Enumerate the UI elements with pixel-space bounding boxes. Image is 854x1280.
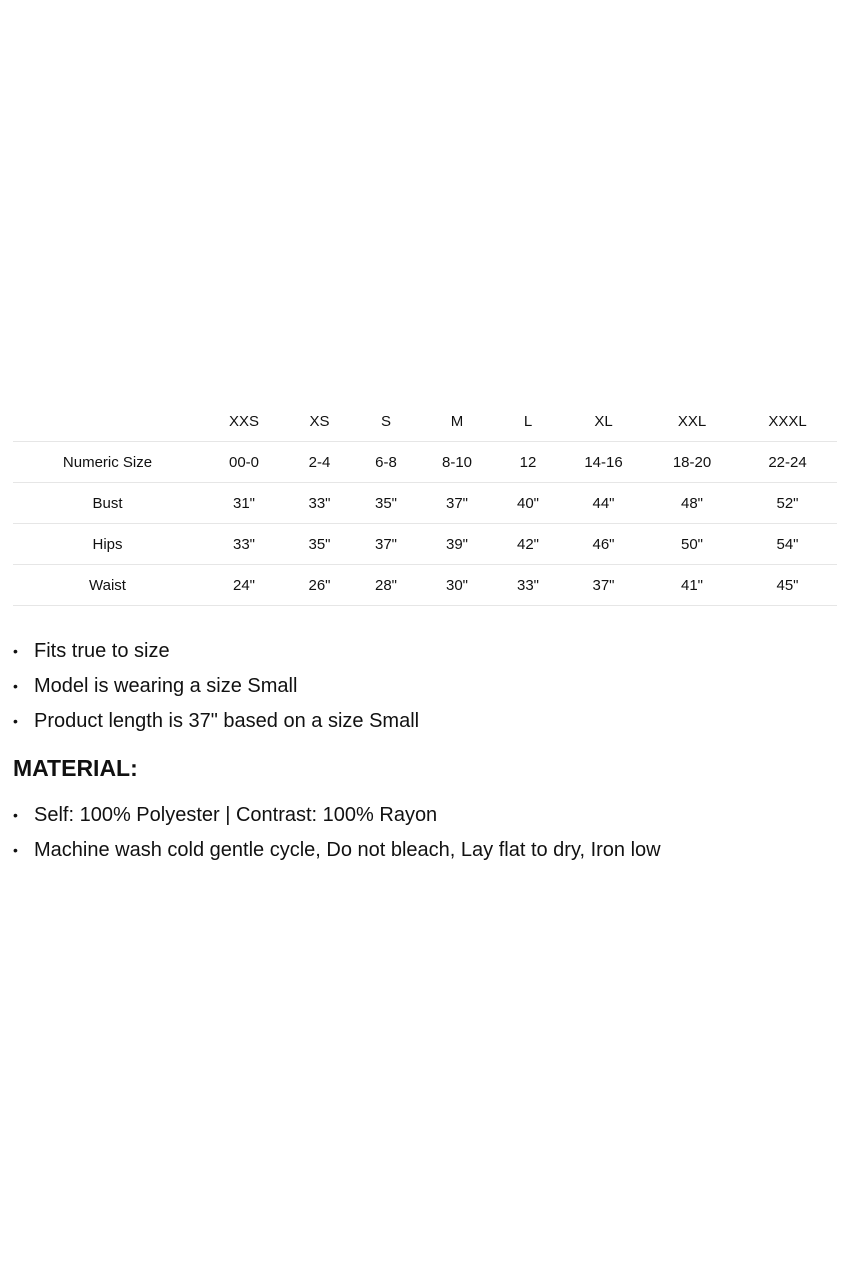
material-text: Self: 100% Polyester | Contrast: 100% Rayon	[34, 804, 438, 826]
size-chart-table	[13, 401, 837, 606]
material-list	[13, 798, 661, 868]
table-row-bust	[13, 483, 837, 524]
size-header: XXXL	[738, 401, 837, 442]
size-header: S	[353, 401, 419, 442]
table-cell: 35"	[353, 483, 419, 524]
table-cell: 33"	[286, 483, 353, 524]
table-row-numeric-size	[13, 442, 837, 483]
fit-notes-list	[13, 634, 419, 739]
bullet-icon: •	[13, 807, 18, 823]
size-header: XL	[561, 401, 646, 442]
bullet-icon: •	[13, 643, 18, 659]
size-header: XXS	[202, 401, 286, 442]
table-cell: 37"	[561, 565, 646, 606]
table-row-hips	[13, 524, 837, 565]
row-label: Numeric Size	[13, 442, 202, 483]
fit-note-text: Fits true to size	[34, 640, 170, 662]
table-cell: 26"	[286, 565, 353, 606]
table-cell: 31"	[202, 483, 286, 524]
bullet-icon: •	[13, 842, 18, 858]
table-cell: 30"	[419, 565, 495, 606]
table-cell: 14-16	[561, 442, 646, 483]
list-item	[13, 704, 419, 739]
table-cell: 45"	[738, 565, 837, 606]
bullet-icon: •	[13, 713, 18, 729]
table-cell: 35"	[286, 524, 353, 565]
size-header: XS	[286, 401, 353, 442]
list-item	[13, 798, 661, 833]
size-header-row	[13, 401, 837, 442]
table-cell: 39"	[419, 524, 495, 565]
table-cell: 52"	[738, 483, 837, 524]
list-item	[13, 634, 419, 669]
table-cell: 12	[495, 442, 561, 483]
size-header: XXL	[646, 401, 738, 442]
table-cell: 6-8	[353, 442, 419, 483]
table-cell: 33"	[495, 565, 561, 606]
table-cell: 22-24	[738, 442, 837, 483]
size-header: M	[419, 401, 495, 442]
table-cell: 18-20	[646, 442, 738, 483]
size-header: L	[495, 401, 561, 442]
list-item	[13, 833, 661, 868]
care-text: Machine wash cold gentle cycle, Do not bleach, Lay flat to dry, Iron low	[34, 839, 661, 861]
row-label: Hips	[13, 524, 202, 565]
table-cell: 48"	[646, 483, 738, 524]
fit-note-text: Product length is 37" based on a size Small	[34, 710, 420, 732]
table-cell: 50"	[646, 524, 738, 565]
table-cell: 24"	[202, 565, 286, 606]
table-cell: 54"	[738, 524, 837, 565]
row-label: Bust	[13, 483, 202, 524]
table-cell: 8-10	[419, 442, 495, 483]
table-cell: 37"	[419, 483, 495, 524]
table-corner	[13, 401, 202, 442]
table-cell: 42"	[495, 524, 561, 565]
table-cell: 33"	[202, 524, 286, 565]
table-cell: 44"	[561, 483, 646, 524]
table-cell: 46"	[561, 524, 646, 565]
table-cell: 2-4	[286, 442, 353, 483]
fit-note-text: Model is wearing a size Small	[34, 675, 298, 697]
table-cell: 37"	[353, 524, 419, 565]
list-item	[13, 669, 419, 704]
table-cell: 40"	[495, 483, 561, 524]
table-cell: 28"	[353, 565, 419, 606]
table-row-waist	[13, 565, 837, 606]
material-heading: MATERIAL:	[13, 755, 138, 781]
bullet-icon: •	[13, 678, 18, 694]
table-cell: 41"	[646, 565, 738, 606]
row-label: Waist	[13, 565, 202, 606]
table-cell: 00-0	[202, 442, 286, 483]
